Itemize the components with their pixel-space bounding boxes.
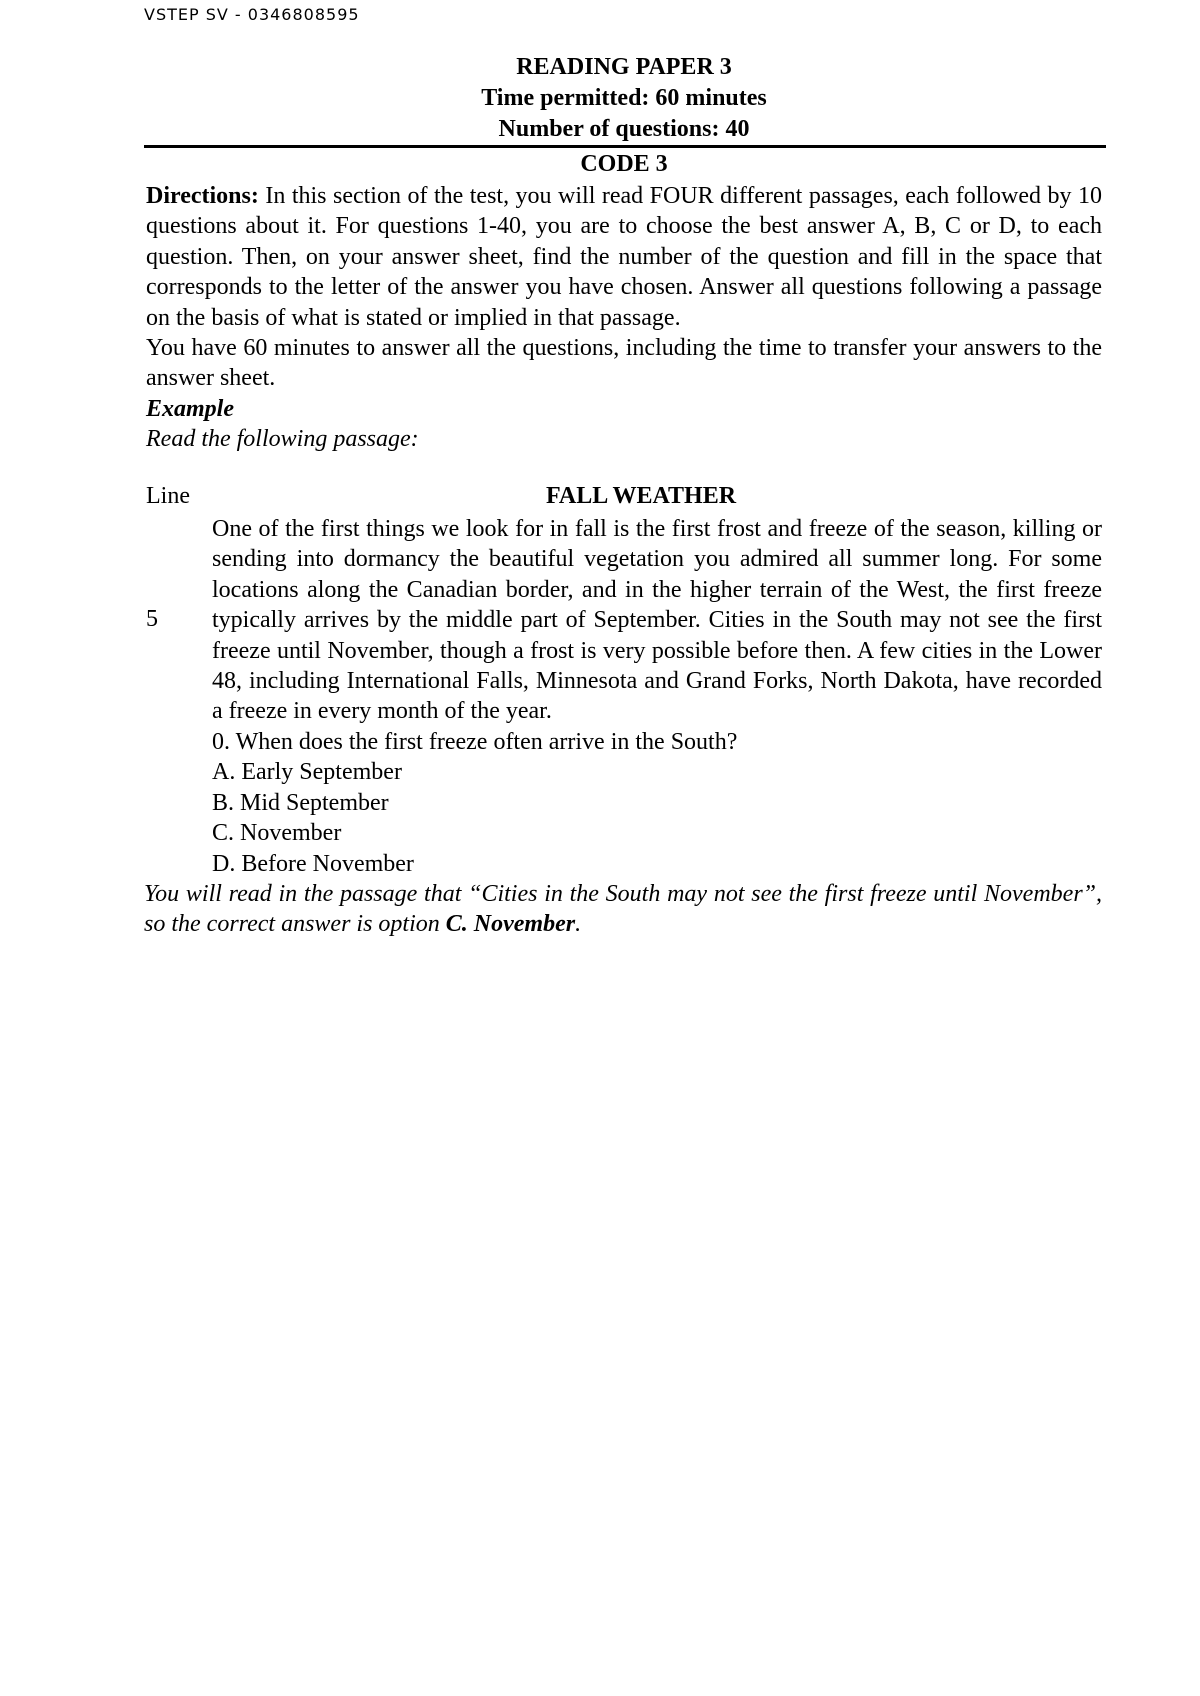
passage (212, 514, 1102, 727)
explanation-suffix: . (575, 911, 582, 938)
time-note: You have 60 minutes to answer all the questions, including the time to transfer your answers to the answer sheet. (146, 335, 1102, 392)
directions-section (146, 181, 1102, 455)
explanation-prefix: You will read in the passage that “Cities in the South may not see the first freeze until November”, so the correct answer is option (144, 881, 1102, 938)
explanation-answer: C. November (445, 911, 576, 938)
question-stem: 0. When does the first freeze often arrive in the South? (212, 729, 738, 755)
divider (144, 145, 1106, 148)
example-label: Example (146, 395, 234, 422)
option-d: D. Before November (212, 850, 414, 877)
passage-title: FALL WEATHER (546, 483, 737, 509)
option-b: B. Mid September (212, 789, 389, 816)
code-label: CODE 3 (580, 151, 668, 177)
example-question (212, 727, 737, 879)
header-note: VSTEP SV - 0346808595 (144, 5, 360, 24)
line-number: 5 (146, 606, 158, 632)
directions-text: In this section of the test, you will read FOUR different passages, each followed by 10 questions about it. For questions 1-40, you are to choose the best answer A, B, C or D, to each question. Then, on your answer sheet, find the number of the question and fill in the space that corresponds to the letter of the answer you have chosen. Answer all questions following a passage on the basis of what is stated or implied in that passage. (146, 183, 1102, 331)
passage-text: One of the first things we look for in fall is the first frost and freeze of the season, killing or sending into dormancy the beautiful vegetation you admired all summer long. For some locations along the Canadian border, and in the higher terrain of the West, the first freeze typically arrives by the middle part of September. Cities in the South may not see the first freeze until November, though a frost is very possible before then. A few cities in the Lower 48, including International Falls, Minnesota and Grand Forks, North Dakota, have recorded a freeze in every month of the year. (212, 516, 1102, 725)
option-a: A. Early September (212, 759, 402, 786)
directions-paragraph (146, 181, 1102, 333)
explanation (144, 879, 1102, 940)
line-label: Line (146, 483, 190, 509)
option-c: C. November (212, 820, 342, 847)
directions-label: Directions: (146, 183, 259, 209)
read-instruction: Read the following passage: (146, 426, 419, 453)
page-title: READING PAPER 3 (516, 54, 732, 80)
time-permitted: Time permitted: 60 minutes (481, 85, 767, 111)
title-block (144, 52, 1104, 145)
questions-count: Number of questions: 40 (498, 116, 750, 142)
